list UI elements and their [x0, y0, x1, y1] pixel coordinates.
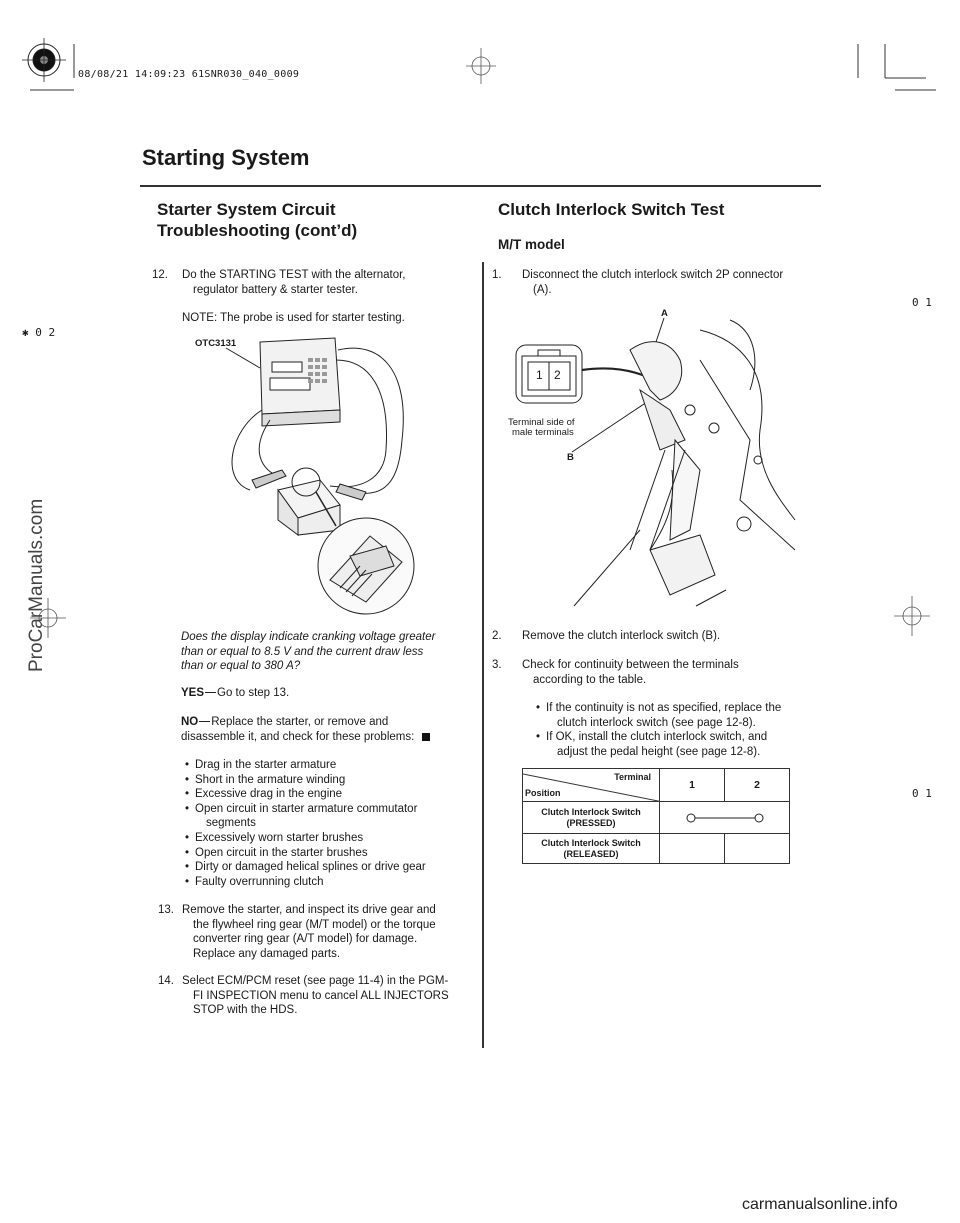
figure-label-b: B — [567, 452, 574, 463]
problem-list — [183, 758, 473, 889]
list-item-text: adjust the pedal height (see page 12-8). — [557, 745, 761, 758]
step-text: Disconnect the clutch interlock switch 2P connector — [522, 269, 784, 281]
list-item: • Drag in the starter armature — [183, 758, 473, 773]
step-text: FI INSPECTION menu to cancel ALL INJECTORS — [193, 989, 449, 1002]
crosshair-icon — [894, 596, 930, 636]
step-14 — [152, 974, 477, 1018]
step-12 — [152, 268, 477, 326]
step-text: Do the STARTING TEST with the alternator, — [182, 269, 406, 281]
step-number: 14. — [158, 975, 174, 987]
side-mark-right-top: 0 1 — [912, 296, 932, 309]
step-text: Remove the clutch interlock switch (B). — [522, 630, 721, 642]
step-1 — [492, 268, 822, 297]
step-3 — [492, 658, 822, 760]
list-item — [534, 701, 822, 730]
page-title: Starting System — [142, 145, 310, 170]
question — [181, 630, 481, 674]
header-col-1: 1 — [660, 769, 725, 802]
row-position — [523, 834, 660, 864]
left-section-title — [157, 199, 357, 241]
question-line: than or equal to 8.5 V and the current draw less — [181, 645, 424, 658]
step-number: 3. — [492, 659, 502, 671]
dash — [199, 721, 210, 722]
list-item: • Open circuit in the starter brushes — [183, 846, 473, 861]
figure-label-a: A — [661, 308, 668, 319]
header-col-2: 2 — [725, 769, 790, 802]
no-text: Replace the starter, or remove and — [211, 716, 389, 728]
side-mark-right-bottom: 0 1 — [912, 787, 932, 800]
step-text: Select ECM/PCM reset (see page 11-4) in the PGM- — [182, 975, 449, 987]
no-text: disassemble it, and check for these problems: — [181, 730, 415, 743]
continuity-line-icon — [661, 808, 789, 828]
empty-cell — [725, 834, 790, 864]
side-mark-left: ✱ 0 2 — [22, 326, 56, 339]
registration-target-icon — [22, 38, 66, 82]
table-header-row — [523, 769, 790, 802]
yes-label: YES — [181, 687, 205, 699]
step-number: 12. — [152, 269, 168, 281]
watermark-left: ProCarManuals.com — [26, 498, 47, 672]
step-text: regulator battery & starter tester. — [193, 283, 358, 296]
row-position-line: Clutch Interlock Switch — [541, 837, 641, 848]
list-item-text: • If OK, install the clutch interlock switch, and — [546, 731, 768, 744]
step-text: converter ring gear (A/T model) for damage. — [193, 933, 418, 946]
crosshair-icon — [466, 48, 496, 84]
step-number: 13. — [158, 904, 174, 916]
list-item-text: • If the continuity is not as specified, replace the — [546, 702, 782, 715]
continuity-cell — [660, 802, 790, 834]
terminal-note — [508, 418, 575, 438]
step-text: the flywheel ring gear (M/T model) or the torque — [193, 918, 436, 931]
connector-pin-2: 2 — [554, 368, 561, 382]
list-item — [183, 802, 473, 831]
watermark-bottom: carmanualsonline.info — [742, 1196, 898, 1213]
row-position — [523, 802, 660, 834]
step-note: NOTE: The probe is used for starter testing. — [182, 312, 405, 325]
list-item: • Faulty overrunning clutch — [183, 875, 473, 890]
no-answer — [181, 715, 481, 744]
step-text: STOP with the HDS. — [193, 1004, 298, 1017]
figure-label-otc: OTC3131 — [195, 338, 237, 349]
right-section-subtitle: M/T model — [498, 237, 565, 252]
list-item: • Dirty or damaged helical splines or drive gear — [183, 860, 473, 875]
list-item: • Excessively worn starter brushes — [183, 831, 473, 846]
step-number: 1. — [492, 269, 502, 281]
step-2 — [492, 629, 822, 644]
empty-cell — [660, 834, 725, 864]
list-item-text: clutch interlock switch (see page 12-8). — [557, 716, 756, 729]
yes-text: Go to step 13. — [217, 687, 290, 699]
column-divider — [482, 262, 484, 1048]
connector-pin-1: 1 — [536, 368, 543, 382]
continuity-table — [522, 768, 790, 864]
list-item-text: Open circuit in starter armature commutator — [195, 802, 418, 815]
table-row — [523, 834, 790, 864]
row-position-line: (PRESSED) — [566, 817, 616, 828]
step-text: (A). — [533, 283, 552, 296]
step-number: 2. — [492, 630, 502, 642]
terminal-note-line: male terminals — [512, 427, 574, 438]
yes-answer — [181, 686, 289, 701]
header-terminal: Terminal — [614, 772, 652, 782]
clutch-switch-illustration — [500, 300, 800, 610]
row-position-line: (RELEASED) — [563, 848, 619, 859]
step-text: according to the table. — [533, 673, 647, 686]
step-text: Remove the starter, and inspect its drive gear and — [182, 904, 436, 916]
step-13 — [152, 903, 477, 961]
left-section-title-line1: Starter System Circuit — [157, 200, 336, 219]
end-mark-icon — [422, 733, 430, 741]
list-item: • Excessive drag in the engine — [183, 787, 473, 802]
starter-tester-illustration — [190, 330, 450, 620]
list-item — [534, 730, 822, 759]
dash — [205, 692, 216, 693]
list-item: • Short in the armature winding — [183, 773, 473, 788]
question-line: than or equal to 380 A? — [181, 660, 301, 673]
step-text: Check for continuity between the terminals — [522, 659, 739, 671]
print-stamp: 08/08/21 14:09:23 61SNR030_040_0009 — [78, 69, 300, 80]
table-header-corner — [523, 769, 660, 802]
title-rule — [140, 185, 821, 187]
list-item-text: segments — [206, 817, 256, 830]
left-section-title-line2: Troubleshooting (cont’d) — [157, 221, 358, 240]
table-row — [523, 802, 790, 834]
question-line: Does the display indicate cranking voltage greater — [181, 631, 436, 643]
header-position: Position — [525, 788, 561, 798]
right-section-title: Clutch Interlock Switch Test — [498, 200, 725, 219]
terminal-note-line: Terminal side of — [508, 417, 575, 428]
row-position-line: Clutch Interlock Switch — [541, 806, 641, 817]
no-label: NO — [181, 716, 199, 728]
step-text: Replace any damaged parts. — [193, 947, 341, 960]
